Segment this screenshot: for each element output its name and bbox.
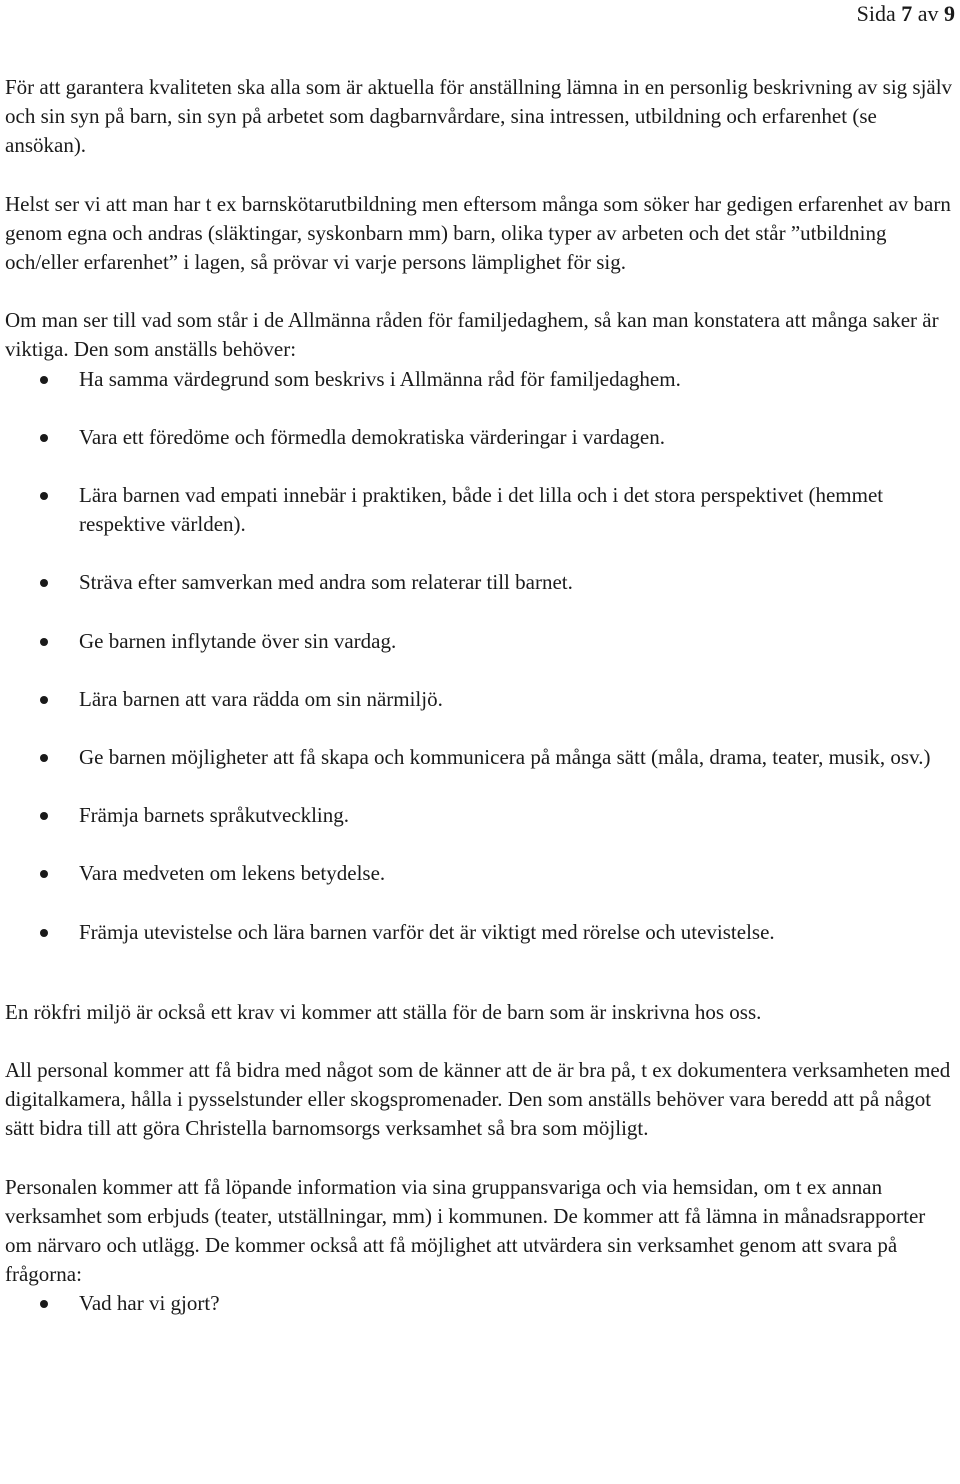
current-page-number: 7 <box>901 1 913 26</box>
general-advice-paragraph: Om man ser till vad som står i de Allmänna råden för familjedaghem, så kan man konstatera att många saker är viktiga. Den som anställs behöver: <box>5 308 939 362</box>
bullet-icon <box>40 434 48 442</box>
bullet-icon <box>40 754 48 762</box>
list-item <box>5 568 955 597</box>
smoke-free-paragraph: En rökfri miljö är också ett krav vi kommer att ställa för de barn som är inskrivna hos oss. <box>5 999 762 1024</box>
list-item <box>5 743 955 772</box>
list-item-text: Främja utevistelse och lära barnen varför det är viktigt med rörelse och utevistelse. <box>79 919 775 944</box>
page-number-header <box>857 0 955 28</box>
bullet-icon <box>40 492 48 500</box>
list-item <box>5 1289 955 1318</box>
list-item-text: Ge barnen inflytande över sin vardag. <box>79 628 397 653</box>
questions-list <box>5 1289 955 1318</box>
bullet-icon <box>40 638 48 646</box>
total-page-count: 9 <box>944 1 955 26</box>
page-label: Sida <box>856 1 896 26</box>
bullet-icon <box>40 696 48 704</box>
bullet-icon <box>40 376 48 384</box>
list-item <box>5 365 955 394</box>
education-paragraph: Helst ser vi att man har t ex barnskötarutbildning men eftersom många som söker har gedigen erfarenhet av barn genom egna och andras (släktingar, syskonbarn mm) barn, olika typer av arbeten och det står ”utbildning och/eller erfarenhet” i lagen, så prövar vi varje persons lämplighet för sig. <box>5 191 951 275</box>
bullet-icon <box>40 870 48 878</box>
bullet-icon <box>40 579 48 587</box>
list-item-text: Främja barnets språkutveckling. <box>79 803 350 828</box>
list-item-text: Lära barnen att vara rädda om sin närmiljö. <box>79 686 443 711</box>
list-item <box>5 859 955 888</box>
list-item-text: Sträva efter samverkan med andra som relaterar till barnet. <box>79 570 573 595</box>
list-item-text: Ge barnen möjligheter att få skapa och kommunicera på många sätt (måla, drama, teater, musik, osv.) <box>79 745 931 770</box>
list-item <box>5 685 955 714</box>
list-item-text: Lära barnen vad empati innebär i praktiken, både i det lilla och i det stora perspektivet (hemmet respektive världen). <box>79 483 884 537</box>
list-item <box>5 801 955 830</box>
list-item-text: Vara medveten om lekens betydelse. <box>79 861 386 886</box>
list-item-text: Vad har vi gjort? <box>79 1291 220 1316</box>
staff-contribution-paragraph: All personal kommer att få bidra med något som de känner att de är bra på, t ex dokumentera verksamheten med digitalkamera, hålla i pysselstunder eller skogspromenader. Den som anställs behöver vara beredd att på något sätt bidra till att göra Christella barnomsorgs verksamhet så bra som möjligt. <box>5 1058 951 1141</box>
intro-paragraph: För att garantera kvaliteten ska alla som är aktuella för anställning lämna in en personlig beskrivning av sig själv och sin syn på barn, sin syn på arbetet som dagbarnvårdare, sina intressen, utbildning och erfarenhet (se ansökan). <box>5 75 953 158</box>
list-item <box>5 423 955 452</box>
list-item-text: Ha samma värdegrund som beskrivs i Allmänna råd för familjedaghem. <box>79 366 681 391</box>
requirements-list <box>5 365 955 947</box>
document-body <box>5 73 955 1319</box>
page-separator: av <box>917 1 939 26</box>
list-item-text: Vara ett föredöme och förmedla demokratiska värderingar i vardagen. <box>79 424 665 449</box>
list-item <box>5 481 955 539</box>
list-item <box>5 627 955 656</box>
bullet-icon <box>40 929 48 937</box>
list-item <box>5 918 955 947</box>
staff-information-paragraph: Personalen kommer att få löpande information via sina gruppansvariga och via hemsidan, om t ex annan verksamhet som erbjuds (teater, utställningar, mm) i kommunen. De kommer att få lämna in månadsrapporter om närvaro och utlägg. De kommer också att få möjlighet att utvärdera sin verksamhet genom att svara på frågorna: <box>5 1174 926 1287</box>
bullet-icon <box>40 1300 48 1308</box>
bullet-icon <box>40 812 48 820</box>
